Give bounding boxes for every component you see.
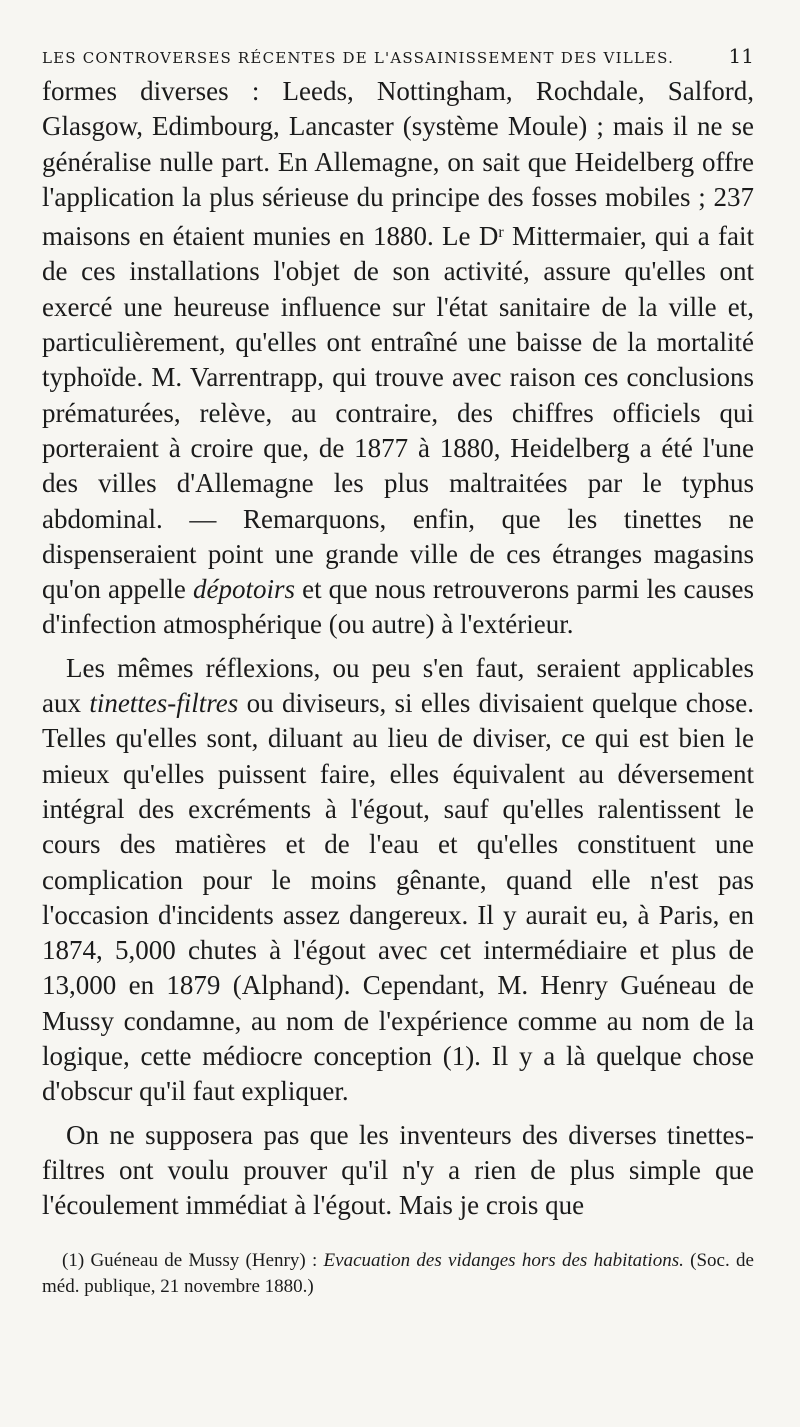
- paragraph-2: [42, 651, 754, 1110]
- footnote: [42, 1248, 754, 1300]
- running-title: LES CONTROVERSES RÉCENTES DE L'ASSAINISSEMENT DES VILLES.: [42, 49, 675, 67]
- text-segment: Les mêmes réflexions, ou peu s'en faut, seraient applicables aux: [42, 652, 754, 719]
- superscript: r: [498, 224, 504, 242]
- italic-term: tinettes-filtres: [89, 688, 239, 719]
- text-segment: formes diverses : Leeds, Nottingham, Rochdale, Salford, Glasgow, Edimbourg, Lancaster (système Moule) ; mais il ne se généralise nulle part. En Allemagne, on sait que Heidelberg offre l'application la plus sérieuse du principe des fosses mobiles ; 237 maisons en étaient munies en 1880. Le D: [42, 76, 754, 252]
- footnote-text: (Soc. de méd. publique, 21 novembre 1880.): [42, 1249, 754, 1297]
- text-segment: On ne supposera pas que les inventeurs des diverses tinettes-filtres ont voulu prouver qu'il n'y a rien de plus simple que l'écoulement immédiat à l'égout. Mais je crois que: [42, 1119, 754, 1221]
- text-segment: Mittermaier, qui a fait de ces installations l'objet de son activité, assure qu'elles ont exercé une heureuse influence sur l'état sanitaire de la ville et, particulièrement, qu'elles ont entraîné une baisse de la mortalité typhoïde. M. Varrentrapp, qui trouve avec raison ces conclusions prématurées, relève, au contraire, des chiffres officiels qui porteraient à croire que, de 1877 à 1880, Heidelberg a été l'une des villes d'Allemagne les plus maltraitées par le typhus abdominal. — Remarquons, enfin, que les tinettes ne dispenseraient point une grande ville de ces étranges magasins qu'on appelle: [42, 221, 754, 605]
- paragraph-1: [42, 74, 754, 643]
- text-segment: ou diviseurs, si elles divisaient quelque chose. Telles qu'elles sont, diluant au lieu de diviser, ce qui est bien le mieux qu'elles puissent faire, elles équivalent au déversement intégral des excréments à l'égout, sauf qu'elles ralentissent le cours des matières et de l'eau et qu'elles constituent une complication pour le moins gênante, quand elle n'est pas l'occasion d'incidents assez dangereux. Il y aurait eu, à Paris, en 1874, 5,000 chutes à l'égout avec cet intermédiaire et plus de 13,000 en 1879 (Alphand). Cependant, M. Henry Guéneau de Mussy condamne, au nom de l'expérience comme au nom de la logique, cette médiocre conception (1). Il y a là quelque chose d'obscur qu'il faut expliquer.: [42, 688, 754, 1107]
- paragraph-3: [42, 1118, 754, 1224]
- footnote-text: (1) Guéneau de Mussy (Henry) :: [62, 1249, 324, 1271]
- italic-term: dépotoirs: [193, 574, 296, 605]
- footnote-title: Evacuation des vidanges hors des habitations.: [323, 1249, 684, 1271]
- text-segment: et que nous retrouverons parmi les causes d'infection atmosphérique (ou autre) à l'extérieur.: [42, 574, 754, 640]
- page-number: 11: [728, 44, 754, 68]
- running-head: [42, 44, 754, 68]
- body-text: [42, 74, 754, 1224]
